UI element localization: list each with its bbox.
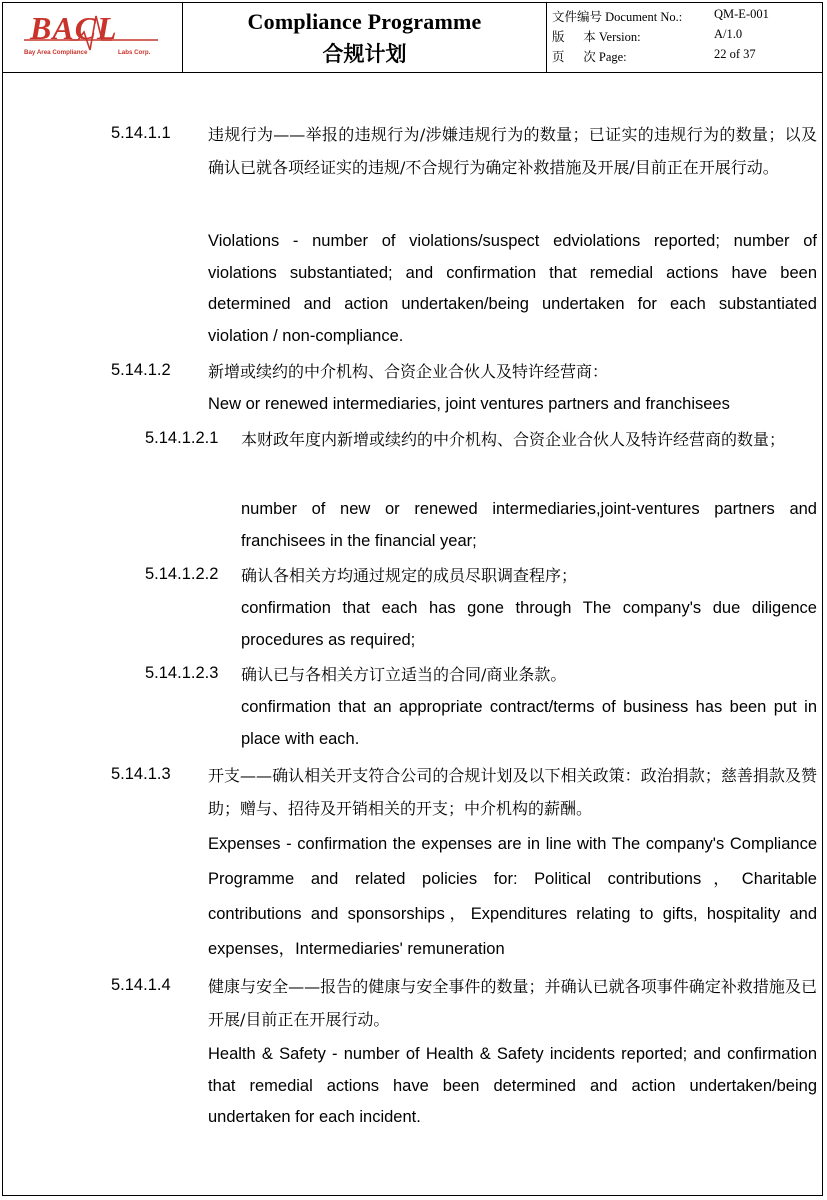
meta-row-page bbox=[552, 47, 820, 67]
subsection-number: 5.14.1.2.1 bbox=[145, 429, 219, 447]
section-text-english: New or renewed intermediaries, joint ventures partners and franchisees bbox=[208, 395, 730, 413]
svg-text:BACL: BACL bbox=[30, 10, 118, 46]
company-logo bbox=[2, 2, 182, 72]
subsection-text-chinese: 确认各相关方均通过规定的成员尽职调查程序； bbox=[241, 566, 578, 585]
section-text-chinese: 新增或续约的中介机构、合资企业合伙人及特许经营商： bbox=[208, 362, 609, 381]
svg-text:Labs Corp.: Labs Corp. bbox=[118, 49, 151, 56]
meta-row-version bbox=[552, 27, 820, 47]
document-meta bbox=[552, 7, 820, 67]
subsection-text-english: number of new or renewed intermediaries,joint-ventures partners and franchisees in the financial year; bbox=[241, 500, 817, 550]
subsection-number: 5.14.1.2.2 bbox=[145, 565, 219, 583]
header-title-block bbox=[182, 2, 547, 72]
meta-label: 文件编号 Document No.: bbox=[552, 10, 683, 24]
bacl-logo-icon bbox=[20, 6, 166, 64]
document-header bbox=[2, 2, 823, 73]
section-text-chinese: 开支——确认相关开支符合公司的合规计划及以下相关政策：政治捐款；慈善捐款及赞助；赠与、招待及开销相关的开支；中介机构的薪酬。 bbox=[208, 766, 817, 818]
section-number: 5.14.1.4 bbox=[111, 976, 171, 994]
section-text-english: Health & Safety - number of Health & Safety incidents reported; and confirmation that remedial actions have been determined and action undertaken/being undertaken for each incident. bbox=[208, 1045, 817, 1126]
meta-label: 版 本 Version: bbox=[552, 30, 641, 44]
title-chinese: 合规计划 bbox=[322, 42, 407, 66]
section-number: 5.14.1.1 bbox=[111, 124, 171, 142]
subsection-text-english: confirmation that an appropriate contract/terms of business has been put in place with each. bbox=[241, 698, 817, 748]
subsection-text-chinese: 本财政年度内新增或续约的中介机构、合资企业合伙人及特许经营商的数量； bbox=[241, 430, 786, 449]
meta-value: A/1.0 bbox=[714, 27, 743, 41]
section-text-chinese: 违规行为——举报的违规行为/涉嫌违规行为的数量；已证实的违规行为的数量；以及确认已就各项经证实的违规/不合规行为确定补救措施及开展/目前正在开展行动。 bbox=[208, 125, 817, 177]
section-text-english: Expenses - confirmation the expenses are in line with The company's Compliance Programme and related policies for: Political contributions，Charitable contributions and sponsorships，Expenditures relating to gifts, hospitality and expenses，Intermediaries' remuneration bbox=[208, 835, 817, 958]
section-number: 5.14.1.3 bbox=[111, 765, 171, 783]
svg-text:Bay Area Compliance: Bay Area Compliance bbox=[24, 49, 88, 56]
title-english: Compliance Programme bbox=[247, 9, 482, 34]
meta-value: QM-E-001 bbox=[714, 7, 769, 21]
meta-value: 22 of 37 bbox=[714, 47, 756, 61]
subsection-text-english: confirmation that each has gone through The company's due diligence procedures as required; bbox=[241, 599, 817, 649]
meta-row-document-no bbox=[552, 7, 820, 27]
subsection-number: 5.14.1.2.3 bbox=[145, 664, 219, 682]
section-number: 5.14.1.2 bbox=[111, 361, 171, 379]
meta-label: 页 次 Page: bbox=[552, 50, 627, 64]
subsection-text-chinese: 确认已与各相关方订立适当的合同/商业条款。 bbox=[241, 665, 567, 684]
section-text-chinese: 健康与安全——报告的健康与安全事件的数量；并确认已就各项事件确定补救措施及已开展/目前正在开展行动。 bbox=[208, 977, 817, 1029]
section-text-english: Violations - number of violations/suspect edviolations reported; number of violations substantiated; and confirmation that remedial actions have been determined and action undertaken/being undertaken for each substantiated violation / non-compliance. bbox=[208, 232, 817, 345]
